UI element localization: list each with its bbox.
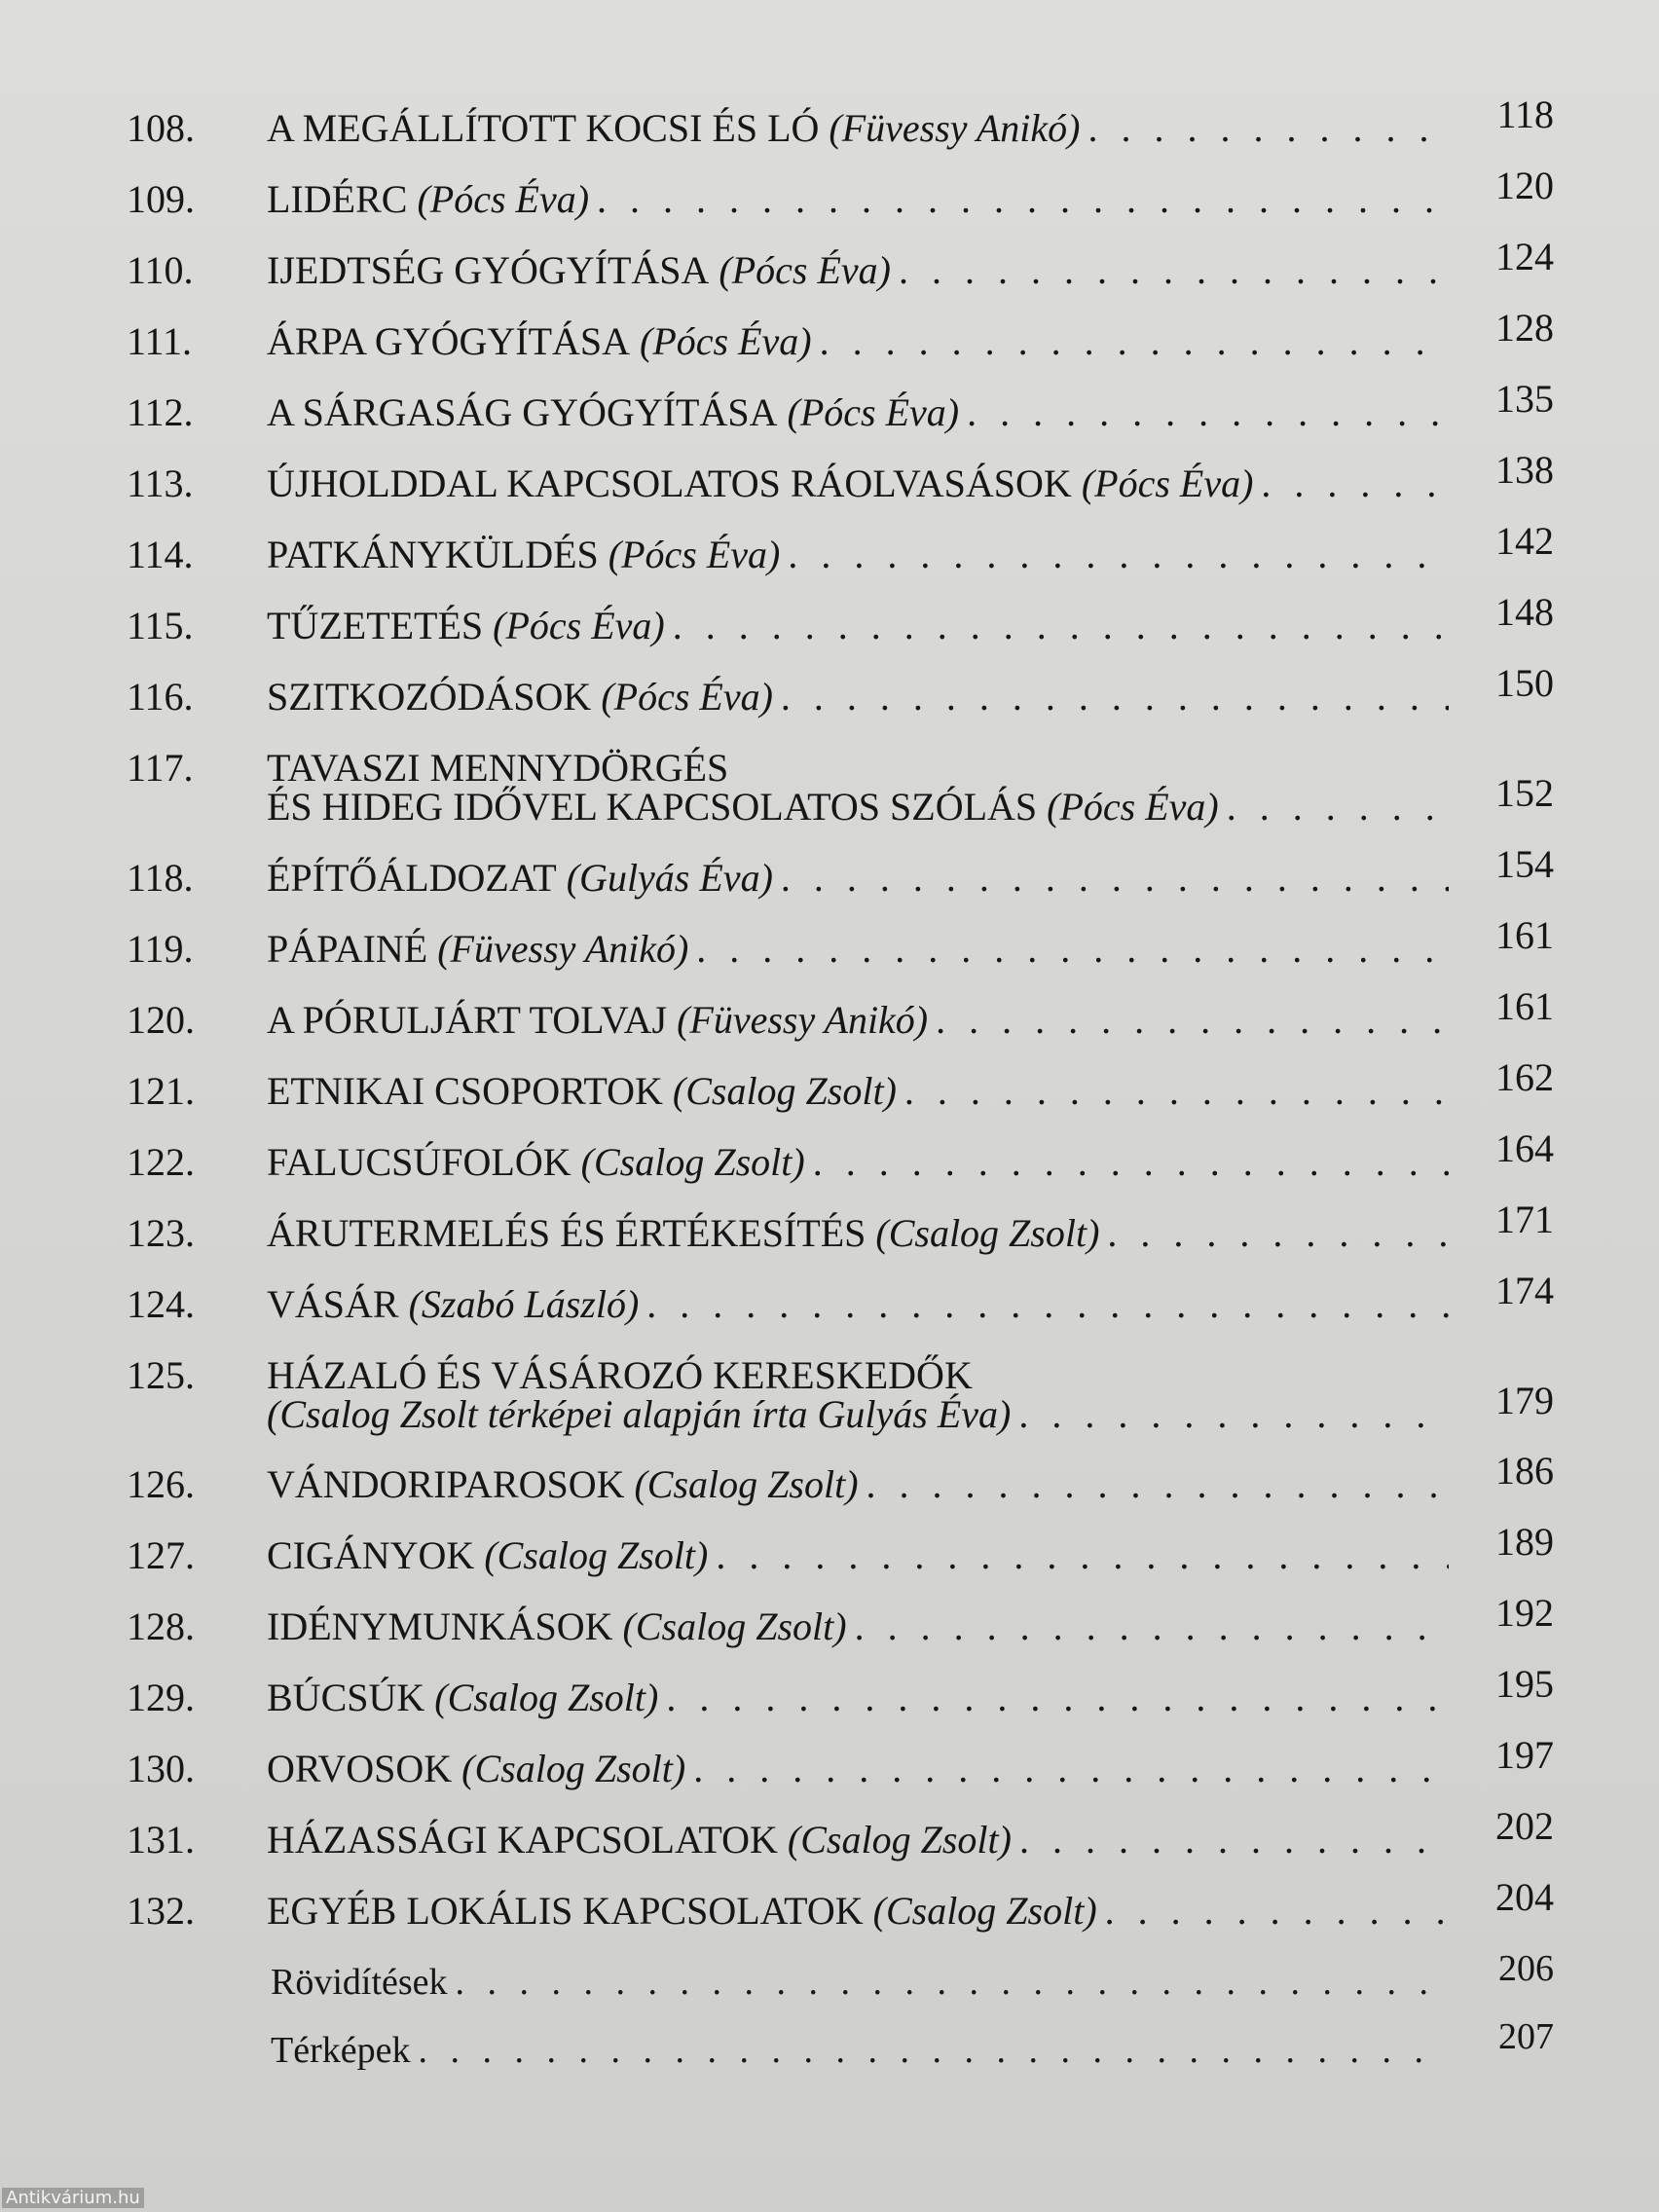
entry-page-number: 118 xyxy=(1496,92,1554,136)
entry-number: 123. xyxy=(127,1211,195,1255)
entry-author: (Pócs Éva) xyxy=(1081,461,1254,505)
dot-leader xyxy=(666,1677,1449,1719)
entry-title: HÁZASSÁGI KAPCSOLATOK xyxy=(267,1818,778,1862)
entry-author: (Csalog Zsolt) xyxy=(580,1140,805,1184)
entry-title: A MEGÁLLÍTOTT KOCSI ÉS LÓ xyxy=(267,106,820,150)
dot-leader xyxy=(866,1463,1449,1506)
entry-line xyxy=(267,1875,1659,1933)
entry-author: (Pócs Éva) xyxy=(493,604,665,647)
entry-line xyxy=(267,661,1659,719)
entry-page-number: 204 xyxy=(1495,1875,1554,1919)
entry-title-group xyxy=(267,999,928,1042)
entry-line xyxy=(267,1055,1659,1113)
entry-title: ÁRPA GYÓGYÍTÁSA xyxy=(267,319,631,363)
entry-title-group xyxy=(267,1534,708,1577)
dot-leader xyxy=(967,391,1449,434)
dot-leader xyxy=(781,857,1449,900)
entry-page-number: 186 xyxy=(1495,1449,1554,1493)
dot-leader xyxy=(1261,462,1449,505)
entry-author: (Pócs Éva) xyxy=(608,533,781,576)
entry-title-group xyxy=(267,107,1080,150)
entry-title-group xyxy=(267,676,773,719)
entry-title: VÁNDORIPAROSOK xyxy=(267,1462,625,1506)
dot-leader xyxy=(788,534,1449,576)
entry-title: Térképek xyxy=(271,2030,411,2071)
entry-number: 125. xyxy=(127,1353,195,1397)
entry-title-group xyxy=(271,1961,448,2004)
entry-title-first-line: HÁZALÓ ÉS VÁSÁROZÓ KERESKEDŐK xyxy=(267,1353,973,1397)
entry-title-group xyxy=(267,1283,639,1326)
entry-number: 124. xyxy=(127,1282,195,1326)
entry-line xyxy=(267,1379,1659,1436)
entry-author: (Csalog Zsolt) xyxy=(461,1747,686,1790)
entry-page-number: 135 xyxy=(1495,377,1554,421)
dot-leader xyxy=(820,320,1449,363)
entry-line xyxy=(267,448,1659,505)
entry-title: ÉPÍTŐÁLDOZAT xyxy=(267,856,557,900)
entry-author: (Pócs Éva) xyxy=(719,248,892,292)
entry-page-number: 142 xyxy=(1495,519,1554,563)
entry-title: PÁPAINÉ xyxy=(267,927,428,971)
entry-number: 118. xyxy=(127,856,194,900)
entry-line xyxy=(267,1198,1659,1255)
dot-leader xyxy=(781,676,1449,719)
entry-title-group xyxy=(271,2029,410,2072)
entry-author: (Füvessy Anikó) xyxy=(677,998,929,1042)
entry-page-number: 202 xyxy=(1495,1804,1554,1848)
entry-title: CIGÁNYOK xyxy=(267,1533,475,1577)
entry-line xyxy=(267,164,1659,221)
entry-title: TŰZETETÉS xyxy=(267,604,484,647)
entry-page-number: 128 xyxy=(1495,306,1554,350)
entry-page-number: 150 xyxy=(1495,661,1554,705)
entry-title-group xyxy=(267,605,665,647)
site-watermark: Antikvárium.hu xyxy=(2,2188,144,2208)
entry-page-number: 195 xyxy=(1495,1662,1554,1706)
entry-author: (Csalog Zsolt) xyxy=(622,1604,847,1648)
entry-title-group xyxy=(267,786,1219,829)
entry-author: (Gulyás Éva) xyxy=(566,856,773,900)
entry-page-number: 161 xyxy=(1495,913,1554,957)
entry-author: (Csalog Zsolt) xyxy=(872,1889,1097,1933)
entry-page-number: 171 xyxy=(1495,1198,1554,1241)
entry-page-number: 138 xyxy=(1495,448,1554,492)
entry-page-number: 192 xyxy=(1495,1591,1554,1635)
entry-title-group xyxy=(267,1605,847,1648)
entry-line xyxy=(267,984,1659,1042)
entry-title: ÉS HIDEG IDŐVEL KAPCSOLATOS SZÓLÁS xyxy=(267,785,1038,829)
dot-leader xyxy=(1107,1212,1449,1255)
dot-leader xyxy=(456,1961,1449,2004)
entry-title-group xyxy=(267,1212,1099,1255)
entry-number: 111. xyxy=(127,319,193,363)
entry-author: (Pócs Éva) xyxy=(787,390,960,434)
entry-page-number: 120 xyxy=(1495,164,1554,207)
entry-author: (Füvessy Anikó) xyxy=(437,927,689,971)
entry-title: A PÓRULJÁRT TOLVAJ xyxy=(267,998,668,1042)
entry-line xyxy=(271,2016,1659,2072)
entry-title-group xyxy=(267,1748,685,1790)
entry-line xyxy=(267,913,1659,971)
entry-title: ETNIKAI CSOPORTOK xyxy=(267,1069,663,1113)
entry-title-group xyxy=(267,857,773,900)
entry-line xyxy=(267,842,1659,900)
entry-page-number: 174 xyxy=(1495,1269,1554,1312)
entry-title: A SÁRGASÁG GYÓGYÍTÁSA xyxy=(267,390,778,434)
entry-number: 115. xyxy=(127,604,194,647)
entry-page-number: 189 xyxy=(1495,1520,1554,1564)
entry-title: Rövidítések xyxy=(271,1962,448,2003)
entry-number: 116. xyxy=(127,675,194,719)
entry-line xyxy=(267,1804,1659,1862)
dot-leader xyxy=(597,178,1449,221)
entry-title: IJEDTSÉG GYÓGYÍTÁSA xyxy=(267,248,710,292)
entry-number: 127. xyxy=(127,1533,195,1577)
entry-number: 132. xyxy=(127,1889,195,1933)
entry-number: 122. xyxy=(127,1140,195,1184)
entry-title-group xyxy=(267,462,1253,505)
entry-page-number: 152 xyxy=(1495,771,1554,815)
entry-author: (Csalog Zsolt) xyxy=(787,1818,1012,1862)
entry-line xyxy=(267,377,1659,434)
dot-leader xyxy=(936,999,1449,1042)
dot-leader xyxy=(1088,107,1449,150)
entry-title: EGYÉB LOKÁLIS KAPCSOLATOK xyxy=(267,1889,864,1933)
entry-title: FALUCSÚFOLÓK xyxy=(267,1140,571,1184)
entry-author: (Csalog Zsolt térképei alapján írta Gulyás Éva) xyxy=(267,1392,1012,1436)
entry-line xyxy=(271,1948,1659,2004)
entry-page-number: 197 xyxy=(1495,1733,1554,1777)
entry-title-group xyxy=(267,249,891,292)
entry-title: IDÉNYMUNKÁSOK xyxy=(267,1604,613,1648)
entry-page-number: 154 xyxy=(1495,842,1554,886)
entry-title: PATKÁNYKÜLDÉS xyxy=(267,533,599,576)
entry-author: (Csalog Zsolt) xyxy=(434,1676,659,1719)
entry-line xyxy=(267,771,1659,829)
entry-number: 128. xyxy=(127,1604,195,1648)
entry-number: 119. xyxy=(127,927,194,971)
dot-leader xyxy=(716,1534,1449,1577)
entry-line xyxy=(267,590,1659,647)
entry-number: 109. xyxy=(127,177,195,221)
entry-title-group xyxy=(267,1141,805,1184)
entry-line xyxy=(267,235,1659,292)
entry-line xyxy=(267,1520,1659,1577)
entry-number: 120. xyxy=(127,998,195,1042)
dot-leader xyxy=(1105,1890,1449,1933)
entry-number: 130. xyxy=(127,1747,195,1790)
entry-title: BÚCSÚK xyxy=(267,1676,425,1719)
dot-leader xyxy=(646,1283,1449,1326)
dot-leader xyxy=(1227,786,1449,829)
entry-line xyxy=(267,1269,1659,1326)
entry-number: 112. xyxy=(127,390,194,434)
dot-leader xyxy=(899,249,1449,292)
entry-title-group xyxy=(267,320,812,363)
entry-title-group xyxy=(267,1819,1012,1862)
entry-author: (Szabó László) xyxy=(408,1282,640,1326)
entry-page-number: 161 xyxy=(1495,984,1554,1028)
entry-title: VÁSÁR xyxy=(267,1282,399,1326)
entry-number: 117. xyxy=(127,746,194,790)
entry-number: 126. xyxy=(127,1462,195,1506)
entry-page-number: 124 xyxy=(1495,235,1554,278)
entry-number: 110. xyxy=(127,248,194,292)
dot-leader xyxy=(693,1748,1449,1790)
entry-author: (Csalog Zsolt) xyxy=(875,1211,1100,1255)
entry-title-first-line: TAVASZI MENNYDÖRGÉS xyxy=(267,746,729,790)
entry-line xyxy=(267,519,1659,576)
dot-leader xyxy=(673,605,1449,647)
entry-author: (Csalog Zsolt) xyxy=(634,1462,859,1506)
entry-title-group xyxy=(267,1677,658,1719)
entry-page-number: 179 xyxy=(1495,1379,1554,1422)
entry-author: (Csalog Zsolt) xyxy=(672,1069,897,1113)
entry-title: ÁRUTERMELÉS ÉS ÉRTÉKESÍTÉS xyxy=(267,1211,866,1255)
entry-line xyxy=(267,1662,1659,1719)
entry-page-number: 162 xyxy=(1495,1055,1554,1099)
dot-leader xyxy=(1019,1819,1449,1862)
entry-title: LIDÉRC xyxy=(267,177,408,221)
entry-line xyxy=(267,1591,1659,1648)
entry-author: (Pócs Éva) xyxy=(417,177,590,221)
entry-number: 108. xyxy=(127,106,195,150)
entry-page-number: 148 xyxy=(1495,590,1554,634)
entry-line xyxy=(267,92,1659,150)
entry-number: 113. xyxy=(127,461,194,505)
entry-title-group xyxy=(267,1393,1011,1436)
entry-page-number: 206 xyxy=(1498,1948,1554,1989)
entry-number: 131. xyxy=(127,1818,195,1862)
entry-title-group xyxy=(267,1070,897,1113)
entry-title: ORVOSOK xyxy=(267,1747,453,1790)
entry-title-group xyxy=(267,1890,1097,1933)
entry-page-number: 164 xyxy=(1495,1126,1554,1170)
entry-author: (Pócs Éva) xyxy=(640,319,812,363)
entry-title-group xyxy=(267,928,688,971)
dot-leader xyxy=(418,2029,1449,2072)
entry-number: 129. xyxy=(127,1676,195,1719)
entry-page-number: 207 xyxy=(1498,2016,1554,2057)
entry-line xyxy=(267,1733,1659,1790)
entry-title: ÚJHOLDDAL KAPCSOLATOS RÁOLVASÁSOK xyxy=(267,461,1072,505)
entry-number: 121. xyxy=(127,1069,195,1113)
dot-leader xyxy=(1018,1393,1449,1436)
entry-title-group xyxy=(267,391,959,434)
dot-leader xyxy=(855,1605,1449,1648)
dot-leader xyxy=(696,928,1449,971)
entry-number: 114. xyxy=(127,533,194,576)
entry-author: (Pócs Éva) xyxy=(601,675,773,719)
entry-title-group xyxy=(267,178,589,221)
entry-author: (Füvessy Anikó) xyxy=(829,106,1081,150)
entry-title: SZITKOZÓDÁSOK xyxy=(267,675,592,719)
entry-line xyxy=(267,1126,1659,1184)
dot-leader xyxy=(813,1141,1449,1184)
entry-author: (Pócs Éva) xyxy=(1047,785,1219,829)
entry-line xyxy=(267,306,1659,363)
entry-title-group xyxy=(267,1463,859,1506)
entry-line xyxy=(267,1449,1659,1506)
entry-author: (Csalog Zsolt) xyxy=(484,1533,709,1577)
entry-title-group xyxy=(267,534,780,576)
dot-leader xyxy=(904,1070,1449,1113)
